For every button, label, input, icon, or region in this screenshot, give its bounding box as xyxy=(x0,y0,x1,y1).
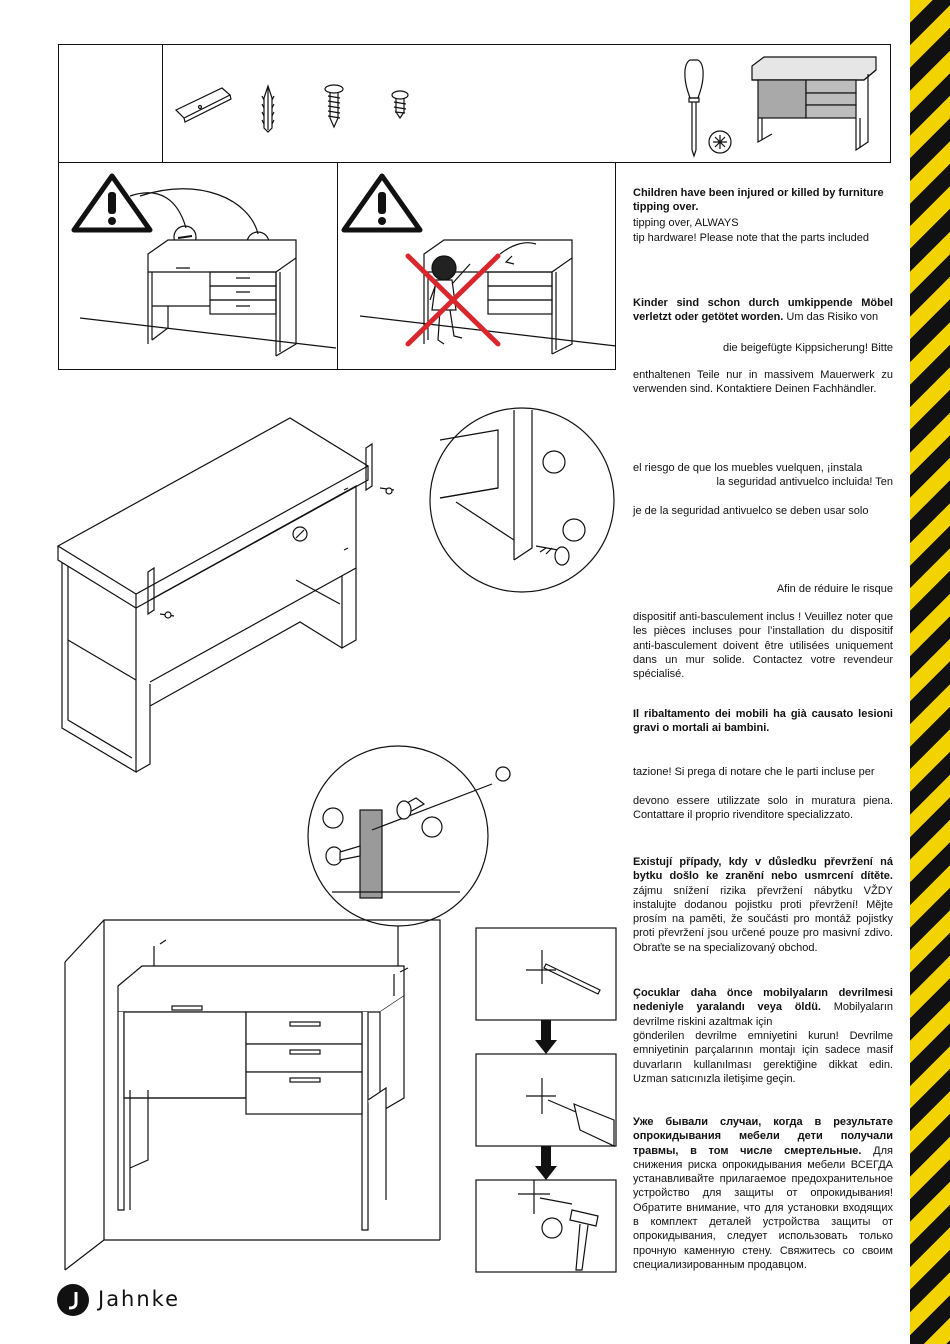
warning-tr-paragraph: Çocuklar daha önce mobilyaların devrilmesi nedeniyle yaralandı veya öldü. Mobilyaların devrilme riskini azaltmak için xyxy=(633,987,893,1028)
warning-it-bold: Il ribaltamento dei mobili ha già causato lesioni gravi o mortali ai bambini. xyxy=(633,708,893,735)
jahnke-logo-icon xyxy=(56,1283,90,1317)
warning-ru-paragraph: Уже бывали случаи, когда в результате опрокидывания мебели дети получали травмы, в том числе смертельные. Для снижения риска опрокидывания мебели ВСЕГДА устанавливайте прилагаемое предохранительное устройство для защиты от опрокидывания! Обратите внимание, что для установки входящих в комплект деталей устройства защиты от опрокидывания, следует использовать только прочную каменную стену. Свяжитесь со своим специализированным продавцом. xyxy=(633,1116,893,1271)
warning-es-line-2: la seguridad antivuelco incluida! Ten xyxy=(716,476,893,488)
screwdriver-icon xyxy=(685,60,703,156)
warning-de-line-2: enthaltenen Teile nur in massivem Mauerwerk zu verwenden sind. Kontaktiere Deinen Fachhändler. xyxy=(633,369,893,396)
brand-name: Jahnke xyxy=(98,1287,181,1311)
warning-de-paragraph: Kinder sind schon durch umkippende Möbel verletzt oder getötet worden. Um das Risiko von xyxy=(633,297,893,324)
step-box-1 xyxy=(476,928,616,1020)
warning-fr-line-1: Afin de réduire le risque xyxy=(776,583,893,595)
warning-es-line-1: el riesgo de que los muebles vuelquen, ¡instala xyxy=(633,462,863,474)
hazard-stripe xyxy=(910,0,950,1344)
warning-es-line-3: je de la seguridad antivuelco se deben usar solo xyxy=(633,505,869,517)
desk-front xyxy=(118,966,404,1230)
warning-en-line-2: tip hardware! Please note that the parts included xyxy=(633,232,870,244)
detail-screw-left-icon xyxy=(326,846,360,865)
warning-de-line-1: die beigefügte Kippsicherung! Bitte xyxy=(722,342,893,354)
desk-thumbnail xyxy=(752,57,876,150)
warning-en-bold: Children have been injured or killed by furniture tipping over. xyxy=(633,187,884,214)
arrow-down-icon xyxy=(535,1020,557,1054)
warning-en-line-1: tipping over, ALWAYS xyxy=(633,217,739,229)
warning-it-line-2: devono essere utilizzate solo in muratura piena. Contattare il proprio rivenditore specializzato. xyxy=(633,795,893,822)
warning-it-line-1: tazione! Si prega di notare che le parti incluse per xyxy=(633,766,875,778)
arrow-down-icon xyxy=(535,1146,557,1180)
warning-fr-line-2: dispositif anti-basculement inclus ! Veuillez noter que les pièces incluses pour l’installation du dispositif anti-basculement doivent être utilisées uniquement dans un mur solide. Contactez votre revendeur spécialisé. xyxy=(633,611,893,681)
warning-cs-paragraph: Existují případy, kdy v důsledku převržení ná bytku došlo ke zranění nebo usmrcení dítěte. zájmu snížení rizika převržení nábytku VŽDY instalujte dodanou pojistku proti převržení! Mějte prosím na paměti, že součásti pro montáž pojistky proti převržení jsou určené pouze pro masivní zdivo. Obraťte se na specializovaný obchod. xyxy=(633,856,893,954)
pozidriv-tip-icon xyxy=(709,131,731,153)
warning-text-column xyxy=(633,186,893,1276)
warning-tr-line-1: gönderilen devrilme emniyetini kurun! Devrilme emniyetinin parçalarının montajı için sadece masif duvarların kullanılması gerektiğine dikkat edin. Uzman satıcınızla iletişime geçin. xyxy=(633,1030,893,1085)
